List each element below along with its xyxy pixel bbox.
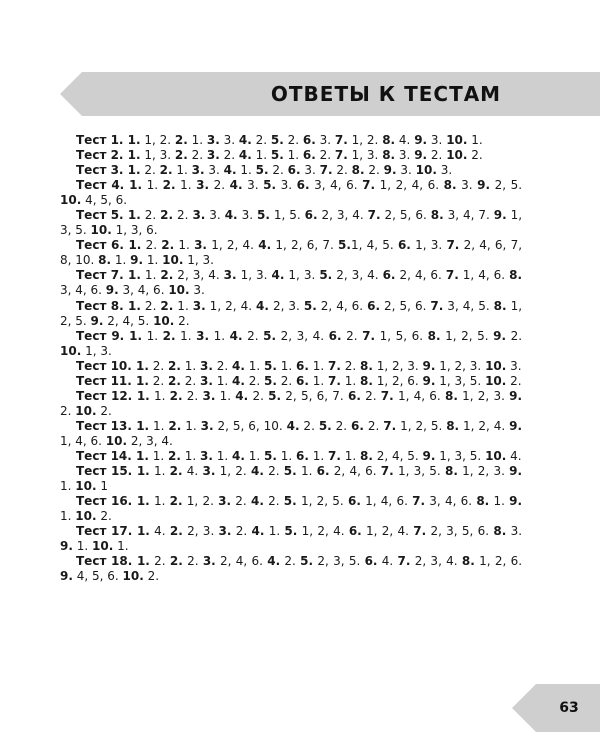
test-answer-17: Тест 17. 1. 4. 2. 2, 3. 3. 2. 4. 1. 5. 1, 2, 4. 6. 1, 2, 4. 7. 2, 3, 5, 6. 8. 3. 9. 1. 10. 1.: [60, 524, 523, 554]
test-answer-18: Тест 18. 1. 2. 2. 2. 3. 2, 4, 6. 4. 2. 5. 2, 3, 5. 6. 4. 7. 2, 3, 4. 8. 1, 2, 6. 9. 4, 5, 6. 10. 2.: [60, 554, 523, 584]
test-answer-6: Тест 6. 1. 2. 2. 1. 3. 1, 2, 4. 4. 1, 2, 6, 7. 5.1, 4, 5. 6. 1, 3. 7. 2, 4, 6, 7, 8, 10. 8. 1. 9. 1. 10. 1, 3.: [60, 238, 523, 268]
header-banner: [60, 72, 600, 116]
test-answer-14: Тест 14. 1. 1. 2. 1. 3. 1. 4. 1. 5. 1. 6. 1. 7. 1. 8. 2, 4, 5. 9. 1, 3, 5. 10. 4.: [76, 448, 522, 463]
page-number: 63: [559, 700, 579, 716]
test-answer-11: Тест 11. 1. 2. 2. 2. 3. 1. 4. 2. 5. 2. 6. 1. 7. 1. 8. 1, 2, 6. 9. 1, 3, 5. 10. 2.: [76, 373, 522, 388]
test-answer-7: Тест 7. 1. 1. 2. 2, 3, 4. 3. 1, 3. 4. 1, 3. 5. 2, 3, 4. 6. 2, 4, 6. 7. 1, 4, 6. 8. 3, 4, 6. 9. 3, 4, 6. 10. 3.: [60, 268, 523, 298]
page-number-tab: [512, 684, 600, 732]
test-answer-8: Тест 8. 1. 2. 2. 1. 3. 1, 2, 4. 4. 2, 3. 5. 2, 4, 6. 6. 2, 5, 6. 7. 3, 4, 5. 8. 1, 2, 5. 9. 2, 4, 5. 10. 2.: [60, 298, 523, 328]
test-answer-1: Тест 1. 1. 1, 2. 2. 1. 3. 3. 4. 2. 5. 2. 6. 3. 7. 1, 2. 8. 4. 9. 3. 10. 1.: [76, 133, 483, 147]
test-answer-2: Тест 2. 1. 1, 3. 2. 2. 3. 2. 4. 1. 5. 1. 6. 2. 7. 1, 3. 8. 3. 9. 2. 10. 2.: [76, 148, 483, 163]
test-answer-12: Тест 12. 1. 1. 2. 2. 3. 1. 4. 2. 5. 2, 5, 6, 7. 6. 2. 7. 1, 4, 6. 8. 1, 2, 3. 9. 2. 10. 2.: [60, 388, 523, 418]
test-answer-9: Тест 9. 1. 1. 2. 1. 3. 1. 4. 2. 5. 2, 3, 4. 6. 2. 7. 1, 5, 6. 8. 1, 2, 5. 9. 2. 10. 1, 3.: [60, 328, 523, 358]
test-answer-4: Тест 4. 1. 1. 2. 1. 3. 2. 4. 3. 5. 3. 6. 3, 4, 6. 7. 1, 2, 4, 6. 8. 3. 9. 2, 5. 10. 4, 5, 6.: [60, 178, 523, 208]
test-answer-3: Тест 3. 1. 2. 2. 1. 3. 3. 4. 1. 5. 2. 6. 3. 7. 2. 8. 2. 9. 3. 10. 3.: [76, 163, 453, 178]
test-answer-5: Тест 5. 1. 2. 2. 2. 3. 3. 4. 3. 5. 1, 5. 6. 2, 3, 4. 7. 2, 5, 6. 8. 3, 4, 7. 9. 1, 3, 5. 10. 1, 3, 6.: [60, 208, 523, 238]
test-answer-10: Тест 10. 1. 2. 2. 1. 3. 2. 4. 1. 5. 1. 6. 1. 7. 2. 8. 1, 2, 3. 9. 1, 2, 3. 10. 3.: [76, 358, 522, 373]
page-title: ОТВЕТЫ К ТЕСТАМ: [270, 82, 502, 106]
test-answer-15: Тест 15. 1. 1. 2. 4. 3. 1, 2. 4. 2. 5. 1. 6. 2, 4, 6. 7. 1, 3, 5. 8. 1, 2, 3. 9. 1. 10. 1: [60, 464, 523, 494]
test-answer-13: Тест 13. 1. 1. 2. 1. 3. 2, 5, 6, 10. 4. 2. 5. 2. 6. 2. 7. 1, 2, 5. 8. 1, 2, 4. 9. 1, 4, 6. 10. 2, 3, 4.: [60, 418, 523, 448]
answers-list: [60, 133, 522, 584]
test-answer-16: Тест 16. 1. 1. 2. 1, 2. 3. 2. 4. 2. 5. 1, 2, 5. 6. 1, 4, 6. 7. 3, 4, 6. 8. 1. 9. 1. 10. 2.: [60, 494, 523, 524]
